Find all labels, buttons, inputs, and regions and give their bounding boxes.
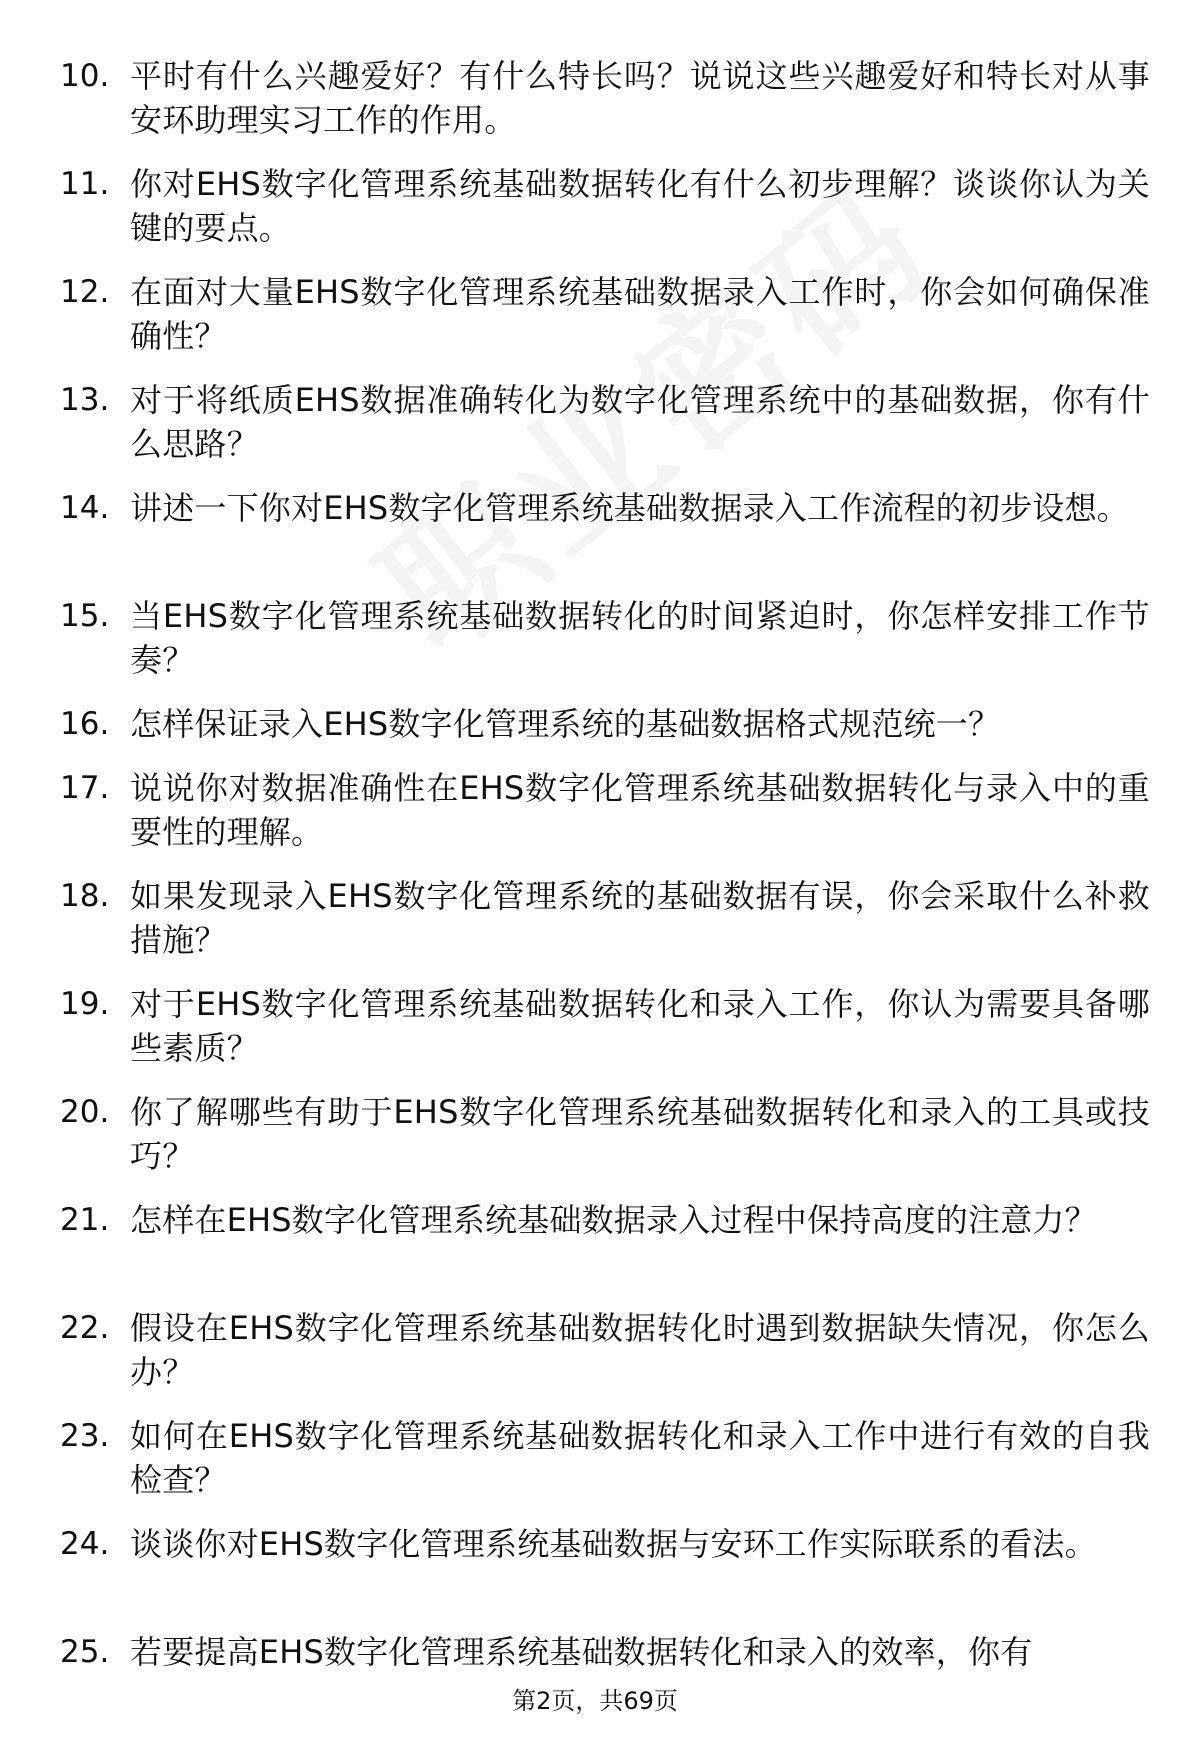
question-number: 18. <box>60 878 110 914</box>
question-number: 11. <box>60 166 110 202</box>
question-text: 假设在EHS数字化管理系统基础数据转化时遇到数据缺失情况，你怎么办？ <box>130 1309 1150 1391</box>
question-number: 20. <box>60 1094 110 1130</box>
question-number: 19. <box>60 986 110 1022</box>
question-item <box>60 1522 1150 1630</box>
question-item <box>60 594 1150 702</box>
question-number: 23. <box>60 1418 110 1454</box>
question-number: 16. <box>60 706 110 742</box>
question-number: 14. <box>60 490 110 526</box>
question-text: 当EHS数字化管理系统基础数据转化的时间紧迫时，你怎样安排工作节奏？ <box>130 597 1150 679</box>
question-item <box>60 874 1150 982</box>
question-text: 对于EHS数字化管理系统基础数据转化和录入工作，你认为需要具备哪些素质？ <box>130 985 1150 1067</box>
question-text: 怎样在EHS数字化管理系统基础数据录入过程中保持高度的注意力？ <box>130 1201 1097 1239</box>
question-text: 对于将纸质EHS数据准确转化为数字化管理系统中的基础数据，你有什么思路？ <box>130 381 1150 463</box>
question-item <box>60 1306 1150 1414</box>
page-footer: 第2页，共69页 <box>512 1687 678 1715</box>
question-number: 13. <box>60 382 110 418</box>
question-number: 24. <box>60 1526 110 1562</box>
question-number: 12. <box>60 274 110 310</box>
question-number: 22. <box>60 1310 110 1346</box>
question-list <box>60 54 1150 1694</box>
question-text: 你对EHS数字化管理系统基础数据转化有什么初步理解？谈谈你认为关键的要点。 <box>130 165 1150 247</box>
question-number: 17. <box>60 770 110 806</box>
question-text: 怎样保证录入EHS数字化管理系统的基础数据格式规范统一？ <box>130 705 1001 743</box>
question-text: 谈谈你对EHS数字化管理系统基础数据与安环工作实际联系的看法。 <box>130 1525 1097 1563</box>
question-item <box>60 1414 1150 1522</box>
question-item <box>60 270 1150 378</box>
question-item <box>60 982 1150 1090</box>
question-text: 你了解哪些有助于EHS数字化管理系统基础数据转化和录入的工具或技巧？ <box>130 1093 1150 1175</box>
question-number: 15. <box>60 598 110 634</box>
question-item <box>60 54 1150 162</box>
question-item <box>60 378 1150 486</box>
question-text: 如果发现录入EHS数字化管理系统的基础数据有误，你会采取什么补救措施？ <box>130 877 1150 959</box>
question-item <box>60 162 1150 270</box>
question-text: 平时有什么兴趣爱好？有什么特长吗？说说这些兴趣爱好和特长对从事安环助理实习工作的作用。 <box>130 57 1150 139</box>
question-item <box>60 766 1150 874</box>
question-item <box>60 486 1150 594</box>
question-text: 若要提高EHS数字化管理系统基础数据转化和录入的效率，你有 <box>130 1633 1033 1671</box>
question-text: 讲述一下你对EHS数字化管理系统基础数据录入工作流程的初步设想。 <box>130 489 1129 527</box>
question-number: 25. <box>60 1634 110 1670</box>
question-text: 在面对大量EHS数字化管理系统基础数据录入工作时，你会如何确保准确性？ <box>130 273 1150 355</box>
question-text: 说说你对数据准确性在EHS数字化管理系统基础数据转化与录入中的重要性的理解。 <box>130 769 1150 851</box>
question-number: 10. <box>60 58 110 94</box>
question-item <box>60 1090 1150 1198</box>
question-item <box>60 1198 1150 1306</box>
question-item <box>60 702 1150 766</box>
question-text: 如何在EHS数字化管理系统基础数据转化和录入工作中进行有效的自我检查？ <box>130 1417 1150 1499</box>
question-number: 21. <box>60 1202 110 1238</box>
question-item <box>60 1630 1150 1694</box>
